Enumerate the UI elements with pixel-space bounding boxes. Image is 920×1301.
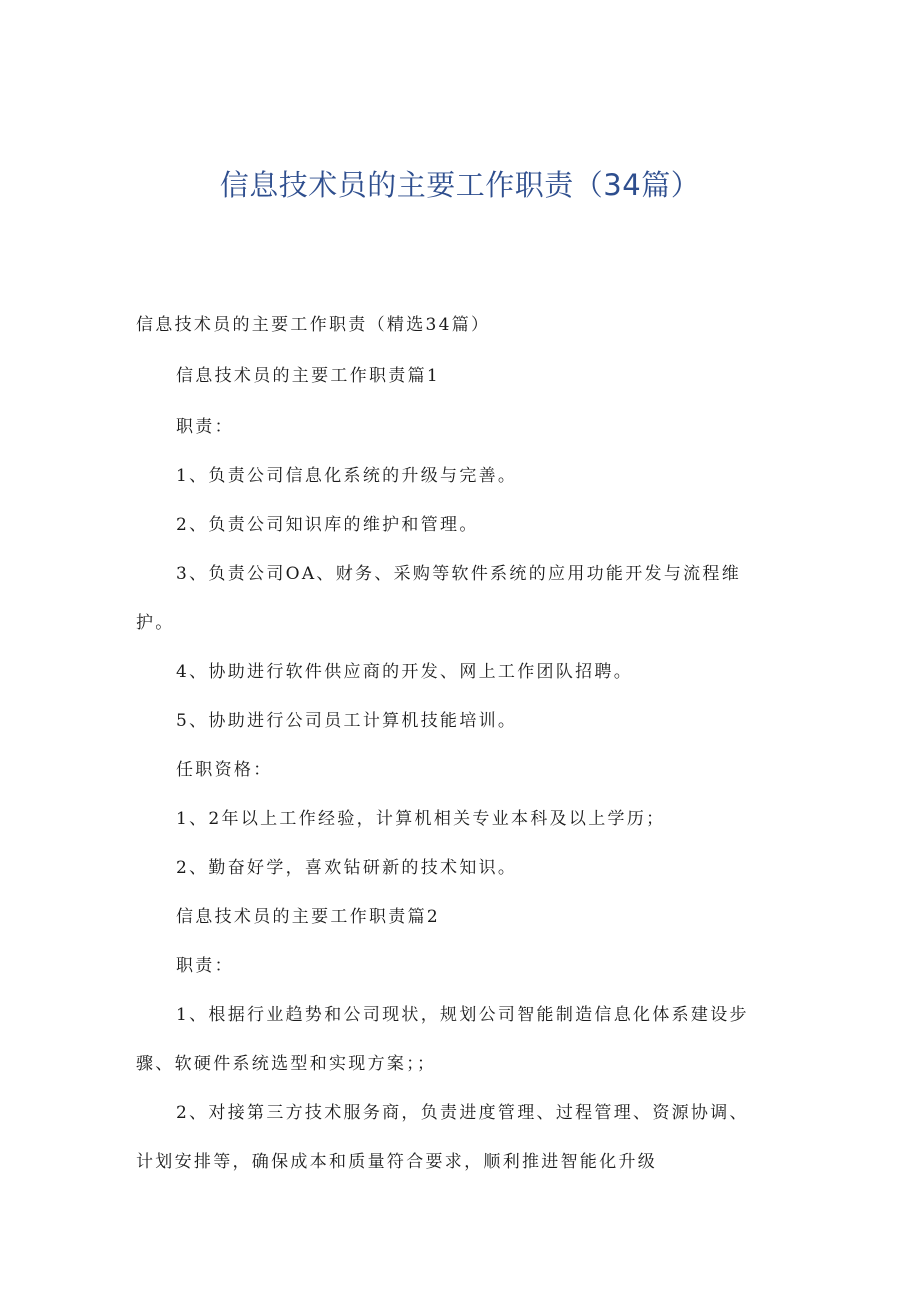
paragraph-line: 职责：: [176, 417, 234, 437]
paragraph-line: 2、对接第三方技术服务商，负责进度管理、过程管理、资源协调、: [176, 1103, 749, 1123]
paragraph-line: 4、协助进行软件供应商的开发、网上工作团队招聘。: [176, 662, 634, 682]
document-title: 信息技术员的主要工作职责（34篇）: [219, 168, 701, 202]
section-heading: 信息技术员的主要工作职责篇1: [176, 366, 441, 386]
paragraph-line: 1、负责公司信息化系统的升级与完善。: [176, 466, 518, 486]
paragraph-line: 骤、软硬件系统选型和实现方案；；: [136, 1054, 437, 1074]
paragraph-line: 任职资格：: [176, 760, 273, 780]
paragraph-line: 1、根据行业趋势和公司现状，规划公司智能制造信息化体系建设步: [176, 1005, 749, 1025]
paragraph-line: 计划安排等，确保成本和质量符合要求，顺利推进智能化升级: [136, 1152, 658, 1172]
section-heading: 信息技术员的主要工作职责篇2: [176, 907, 441, 927]
paragraph-line: 5、协助进行公司员工计算机技能培训。: [176, 711, 518, 731]
paragraph-line: 护。: [136, 613, 175, 633]
document-subtitle: 信息技术员的主要工作职责（精选34篇）: [136, 315, 491, 335]
paragraph-line: 3、负责公司OA、财务、采购等软件系统的应用功能开发与流程维: [176, 564, 742, 584]
paragraph-line: 职责：: [176, 956, 234, 976]
paragraph-line: 1、2年以上工作经验，计算机相关专业本科及以上学历；: [176, 809, 666, 829]
paragraph-line: 2、勤奋好学，喜欢钻研新的技术知识。: [176, 858, 518, 878]
paragraph-line: 2、负责公司知识库的维护和管理。: [176, 515, 479, 535]
